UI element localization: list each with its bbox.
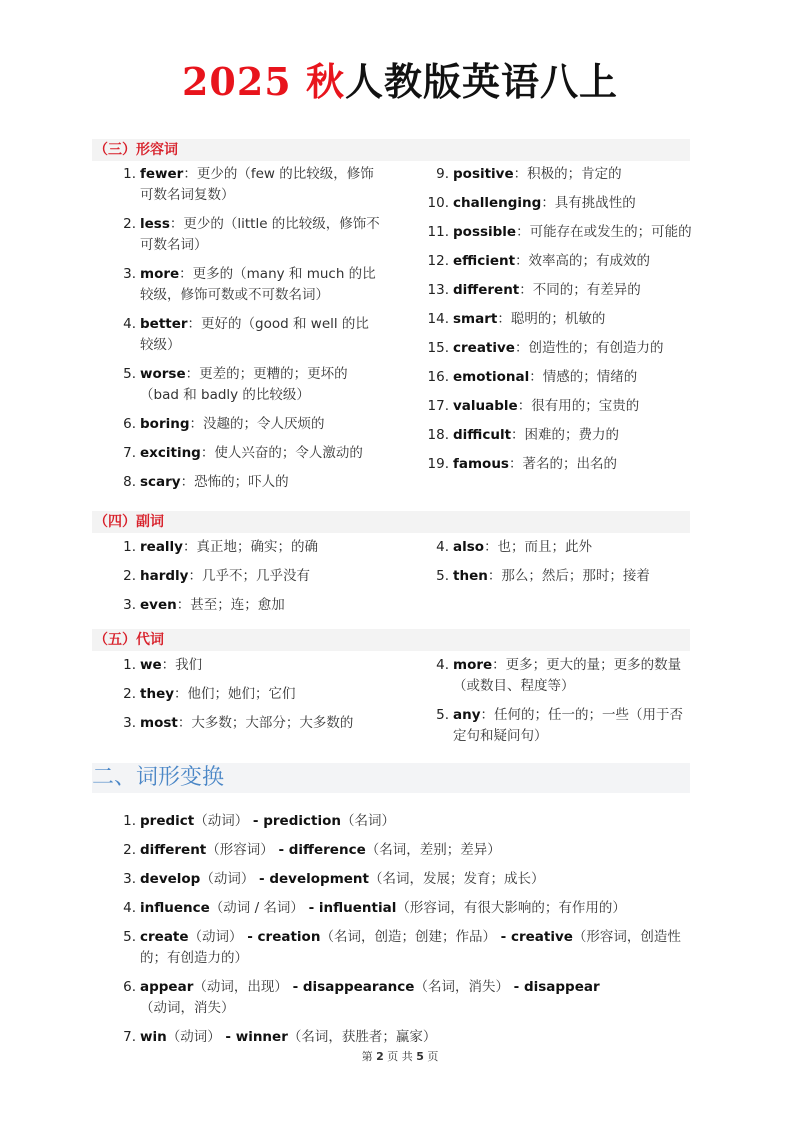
vocab-word: difficult — [453, 427, 512, 443]
list-item — [427, 280, 693, 301]
item-number: 6. — [123, 416, 136, 432]
vocab-word: famous — [453, 456, 509, 472]
vocab-definition: ：情感的；情绪的 — [529, 369, 638, 385]
word-form: - difference — [273, 842, 366, 858]
item-number: 5. — [436, 707, 449, 723]
vocab-definition: ：创造性的；有创造力的 — [514, 340, 664, 356]
vocab-definition: ：更多；更大的量；更多的数量（或数目、程度等） — [453, 657, 682, 694]
vocab-definition: ：几乎不；几乎没有 — [188, 568, 310, 584]
list-item — [114, 264, 380, 306]
list-item — [114, 566, 380, 587]
list-item — [427, 454, 693, 475]
vocab-word: fewer — [140, 166, 184, 182]
vocab-word: even — [140, 597, 177, 613]
word-form: - prediction — [248, 813, 341, 829]
vocab-definition: ：更少的（few 的比较级，修饰可数名词复数） — [140, 166, 374, 203]
word-form: - creation — [242, 929, 321, 945]
vocab-word: possible — [453, 224, 517, 240]
list-item — [427, 309, 693, 330]
list-item — [114, 364, 380, 406]
word-form-note: （形容词，创造性的；有创造力的） — [140, 929, 681, 966]
list-item — [114, 214, 380, 256]
item-number: 13. — [427, 282, 449, 298]
item-number: 1. — [123, 657, 136, 673]
item-number: 1. — [123, 166, 136, 182]
transformation-item — [114, 840, 694, 861]
vocab-definition: ：我们 — [161, 657, 203, 673]
list-item — [427, 367, 693, 388]
adjectives-left-column — [114, 164, 380, 501]
item-number: 12. — [427, 253, 449, 269]
vocab-word: emotional — [453, 369, 530, 385]
list-item — [427, 251, 693, 272]
item-number: 16. — [427, 369, 449, 385]
item-number: 2. — [123, 686, 136, 702]
title-highlight: 2025 秋 — [181, 59, 345, 104]
word-form: - influential — [303, 900, 397, 916]
item-number: 2. — [123, 568, 136, 584]
word-form: - disappear — [508, 979, 600, 995]
vocab-definition: ：使人兴奋的；令人激动的 — [200, 445, 363, 461]
vocab-word: we — [140, 657, 162, 673]
item-number: 7. — [123, 445, 136, 461]
word-form: influence — [140, 900, 210, 916]
vocab-definition: ：具有挑战性的 — [541, 195, 636, 211]
word-form-note: （动词） — [166, 1029, 221, 1045]
vocab-word: more — [140, 266, 180, 282]
word-form-note: （动词 / 名词） — [209, 900, 304, 916]
word-form: develop — [140, 871, 201, 887]
vocab-word: hardly — [140, 568, 189, 584]
list-item — [114, 684, 380, 705]
vocab-word: most — [140, 715, 178, 731]
vocab-definition: ：没趣的；令人厌烦的 — [189, 416, 325, 432]
vocab-definition: ：真正地；确实；的确 — [182, 539, 318, 555]
vocab-word: more — [453, 657, 493, 673]
pronouns-right-column — [427, 655, 693, 755]
vocab-word: worse — [140, 366, 186, 382]
list-item — [427, 705, 693, 747]
word-form-note: （动词） — [200, 871, 255, 887]
vocab-definition: ：积极的；肯定的 — [513, 166, 622, 182]
adverbs-right-column — [427, 537, 693, 595]
word-form-note: （动词） — [194, 813, 249, 829]
word-form-note: （名词，差别；差异） — [365, 842, 501, 858]
list-item — [427, 566, 693, 587]
list-item — [114, 537, 380, 558]
word-form-note: （动词，消失） — [140, 1000, 235, 1016]
vocab-word: smart — [453, 311, 498, 327]
vocab-word: really — [140, 539, 183, 555]
section-heading-adverbs: （四）副词 — [92, 511, 690, 533]
item-number: 1. — [123, 813, 136, 829]
adverbs-left-column — [114, 537, 380, 624]
vocab-word: creative — [453, 340, 515, 356]
item-number: 4. — [123, 900, 136, 916]
vocab-word: exciting — [140, 445, 201, 461]
word-form: - development — [254, 871, 369, 887]
list-item — [427, 396, 693, 417]
transformation-item — [114, 977, 694, 1019]
word-form: win — [140, 1029, 167, 1045]
vocab-definition: ：更多的（many 和 much 的比较级，修饰可数或不可数名词） — [140, 266, 376, 303]
adjectives-right-column — [427, 164, 693, 483]
item-number: 3. — [123, 871, 136, 887]
item-number: 7. — [123, 1029, 136, 1045]
list-item — [427, 164, 693, 185]
list-item — [427, 222, 693, 243]
item-number: 8. — [123, 474, 136, 490]
item-number: 19. — [427, 456, 449, 472]
vocab-definition: ：他们；她们；它们 — [174, 686, 296, 702]
item-number: 1. — [123, 539, 136, 555]
vocab-definition: ：不同的；有差异的 — [519, 282, 641, 298]
vocab-word: better — [140, 316, 188, 332]
word-form-note: （形容词，有很大影响的；有作用的） — [396, 900, 626, 916]
transformation-item — [114, 927, 694, 969]
item-number: 4. — [436, 539, 449, 555]
item-number: 10. — [427, 195, 449, 211]
vocab-definition: ：任何的；任一的；一些（用于否定句和疑问句） — [453, 707, 684, 744]
word-form-note: （名词，发展；发育；成长） — [368, 871, 545, 887]
pronouns-left-column — [114, 655, 380, 742]
list-item — [114, 472, 380, 493]
word-form: - disappearance — [287, 979, 415, 995]
section-heading-pronouns: （五）代词 — [92, 629, 690, 651]
vocab-word: scary — [140, 474, 181, 490]
list-item — [114, 414, 380, 435]
word-form: predict — [140, 813, 195, 829]
item-number: 9. — [436, 166, 449, 182]
vocab-word: challenging — [453, 195, 542, 211]
transformation-item — [114, 898, 694, 919]
list-item — [114, 314, 380, 356]
item-number: 17. — [427, 398, 449, 414]
list-item — [427, 655, 693, 697]
item-number: 11. — [427, 224, 449, 240]
vocab-definition: ：更差的；更糟的；更坏的（bad 和 badly 的比较级） — [140, 366, 348, 403]
vocab-definition: ：效率高的；有成效的 — [515, 253, 651, 269]
vocab-definition: ：恐怖的；吓人的 — [180, 474, 289, 490]
list-item — [114, 443, 380, 464]
item-number: 2. — [123, 216, 136, 232]
item-number: 3. — [123, 597, 136, 613]
word-form-note: （名词，获胜者；赢家） — [287, 1029, 437, 1045]
section-heading-adjectives: （三）形容词 — [92, 139, 690, 161]
transformation-item — [114, 1027, 694, 1048]
transformation-item — [114, 811, 694, 832]
word-form-note: （名词，消失） — [414, 979, 509, 995]
item-number: 3. — [123, 266, 136, 282]
word-form-note: （名词） — [340, 813, 395, 829]
vocab-definition: ：可能存在或发生的；可能的 — [516, 224, 692, 240]
list-item — [427, 425, 693, 446]
vocab-definition: ：大多数；大部分；大多数的 — [177, 715, 354, 731]
list-item — [114, 595, 380, 616]
vocab-word: less — [140, 216, 170, 232]
item-number: 18. — [427, 427, 449, 443]
page-title — [0, 52, 800, 112]
vocab-word: valuable — [453, 398, 518, 414]
title-text: 人教版英语八上 — [344, 59, 618, 104]
word-form: - winner — [220, 1029, 288, 1045]
vocab-definition: ：著名的；出名的 — [508, 456, 617, 472]
vocab-definition: ：更好的（good 和 well 的比较级） — [140, 316, 369, 353]
vocab-definition: ：困难的；费力的 — [511, 427, 620, 443]
list-item — [427, 537, 693, 558]
item-number: 5. — [123, 929, 136, 945]
transformation-list — [114, 811, 694, 1056]
word-form-note: （形容词） — [206, 842, 274, 858]
item-number: 5. — [436, 568, 449, 584]
list-item — [114, 164, 380, 206]
vocab-definition: ：聪明的；机敏的 — [497, 311, 606, 327]
item-number: 2. — [123, 842, 136, 858]
vocab-word: any — [453, 707, 481, 723]
item-number: 3. — [123, 715, 136, 731]
list-item — [114, 655, 380, 676]
item-number: 4. — [123, 316, 136, 332]
item-number: 14. — [427, 311, 449, 327]
word-form: - creative — [495, 929, 573, 945]
vocab-definition: ：那么；然后；那时；接着 — [487, 568, 650, 584]
item-number: 5. — [123, 366, 136, 382]
vocab-word: they — [140, 686, 175, 702]
list-item — [427, 193, 693, 214]
item-number: 15. — [427, 340, 449, 356]
word-form: create — [140, 929, 189, 945]
vocab-word: also — [453, 539, 485, 555]
word-form: different — [140, 842, 207, 858]
transformation-item — [114, 869, 694, 890]
vocab-word: boring — [140, 416, 190, 432]
section-heading-word-transformation: 二、词形变换 — [92, 763, 690, 793]
vocab-definition: ：更少的（little 的比较级，修饰不可数名词） — [140, 216, 380, 253]
word-form: appear — [140, 979, 194, 995]
word-form-note: （动词） — [188, 929, 243, 945]
page-footer: 第 2 页 共 5 页 — [361, 1050, 439, 1063]
item-number: 6. — [123, 979, 136, 995]
vocab-definition: ：甚至；连；愈加 — [176, 597, 285, 613]
vocab-word: different — [453, 282, 520, 298]
vocab-definition: ：也；而且；此外 — [484, 539, 593, 555]
word-form-note: （动词，出现） — [193, 979, 288, 995]
list-item — [114, 713, 380, 734]
item-number: 4. — [436, 657, 449, 673]
vocab-word: then — [453, 568, 488, 584]
vocab-word: positive — [453, 166, 514, 182]
vocab-definition: ：很有用的；宝贵的 — [517, 398, 640, 414]
word-form-note: （名词，创造；创建；作品） — [320, 929, 496, 945]
list-item — [427, 338, 693, 359]
vocab-word: efficient — [453, 253, 516, 269]
